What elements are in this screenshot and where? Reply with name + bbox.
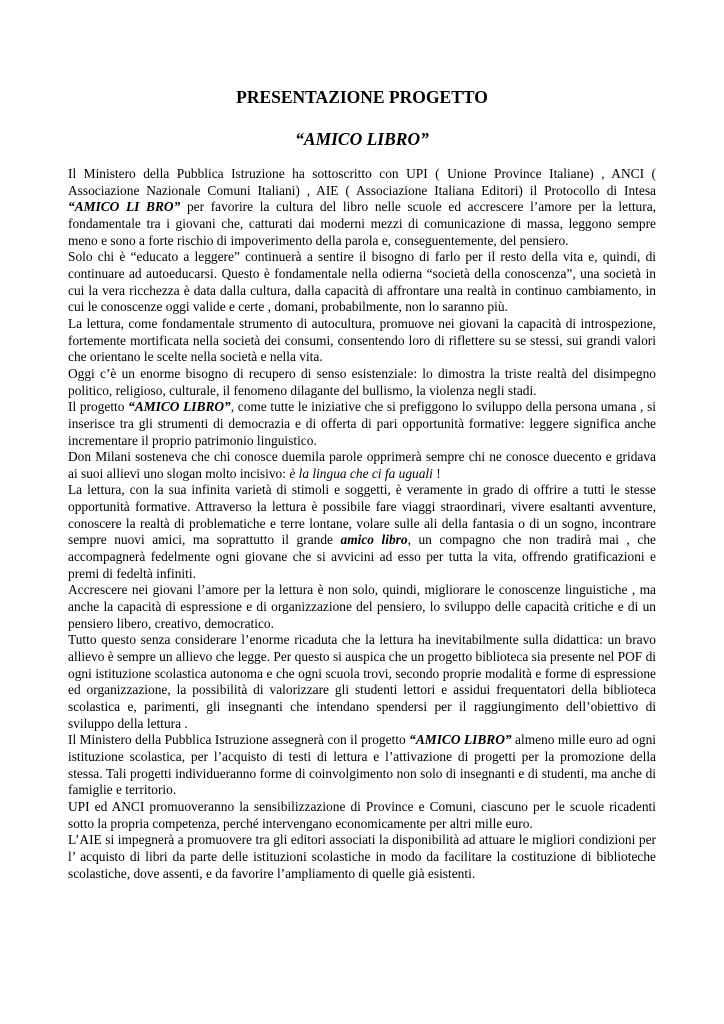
text-run: Il Ministero della Pubblica Istruzione assegnerà con il progetto — [68, 732, 410, 748]
emphasis-text: è la lingua che ci fa uguali — [289, 465, 433, 481]
text-run: L’AIE si impegnerà a promuovere tra gli editori associati la disponibilità ad attuare le migliori condizioni per l’ acquisto di libri da parte delle istituzioni scolastiche in modo da facilitare la costituzione di biblioteche scolastiche, dove assenti, e da favorire l’ampliamento di quelle già esistenti. — [68, 832, 656, 881]
text-run: UPI ed ANCI promuoveranno la sensibilizzazione di Province e Comuni, ciascuno per le scuole ricadenti sotto la propria competenza, perché intervengano economicamente per altri mille euro. — [68, 798, 656, 831]
text-run: ! — [432, 465, 441, 481]
paragraph — [68, 582, 656, 632]
paragraph — [68, 166, 656, 249]
text-run: Il progetto — [68, 399, 129, 415]
paragraph — [68, 632, 656, 732]
text-run: La lettura, come fondamentale strumento di autocultura, promuove nei giovani la capacità di introspezione, fortemente mortificata nella società dei consumi, consentendo loro di riflettere su se stessi, sui grandi valori che orientano le scelte nella società e nella vita. — [68, 315, 656, 365]
document-body — [68, 166, 656, 882]
text-run: La lettura, con la sua infinita varietà di stimoli e soggetti, è veramente in grado di offrire a tutti le stesse opportunità formative. Attraverso la lettura è possibile fare viaggi straordinari, vivere esaltanti avventure, conoscere la realtà di problematiche e terre lontane, volare sulle ali della fantasia o di un sogno, incontrare sempre nuovi amici, ma soprattutto il grande — [68, 482, 656, 548]
paragraph — [68, 482, 656, 582]
emphasis-text: amico libro — [340, 532, 408, 548]
paragraph — [68, 799, 656, 832]
text-run: Solo chi è “educato a leggere” continuerà a sentire il bisogno di farlo per il resto della vita e, quindi, di continuare ad autoeducarsi. Questo è fondamentale nella odierna “società della conoscenza”, una società in cui la vera ricchezza è data dalla cultura, dalla capacità di affrontare una realtà in continuo cambiamento, in cui le conoscenze oggi valide e certe , domani, probabilmente, non lo saranno più. — [68, 249, 656, 315]
document-title: PRESENTAZIONE PROGETTO — [236, 87, 488, 107]
paragraph — [68, 249, 656, 316]
text-run: Il Ministero della Pubblica Istruzione ha sottoscritto con UPI ( Unione Province Italiane) , ANCI ( Associazione Nazionale Comuni Italiani) , AIE ( Associazione Italiana Editori) il Protocollo di Intesa — [68, 166, 656, 198]
document-subtitle: “AMICO LIBRO” — [295, 129, 429, 149]
text-run: , un compagno che non tradirà mai , che accompagnerà fedelmente ogni giovane che si avvicini ad esso per tutta la vita, offrendo gratificazioni e premi di fedeltà infiniti. — [68, 532, 656, 581]
text-run: , come tutte le iniziative che si prefiggono lo sviluppo della persona umana , si inserisce tra gli strumenti di democrazia e di offerta di pari opportunità formative: leggere significa anche incrementare il proprio patrimonio linguistico. — [68, 399, 656, 448]
paragraph — [68, 732, 656, 799]
paragraph — [68, 399, 656, 449]
emphasis-text: “AMICO LI BRO” — [68, 199, 181, 215]
text-run: Tutto questo senza considerare l’enorme ricaduta che la lettura ha inevitabilmente sulla didattica: un bravo allievo è sempre un allievo che legge. Per questo si auspica che un progetto biblioteca sia presente nel POF di ogni istituzione scolastica autonoma e che ogni scuola trovi, secondo proprie modalità e forme di espressione ed organizzazione, la possibilità di valorizzare gli studenti lettori e assidui frequentatori della biblioteca scolastica e, parimenti, gli insegnanti che intendano spendersi per il raggiungimento dell’obiettivo di sviluppo della lettura . — [68, 632, 656, 731]
paragraph — [68, 832, 656, 882]
paragraph — [68, 366, 656, 399]
paragraph — [68, 449, 656, 482]
paragraph — [68, 316, 656, 366]
text-run: Oggi c’è un enorme bisogno di recupero di senso esistenziale: lo dimostra la triste realtà del disimpegno politico, religioso, culturale, il fenomeno dilagante del bullismo, la violenza negli stadi. — [68, 365, 656, 398]
text-run: Accrescere nei giovani l’amore per la lettura è non solo, quindi, migliorare le conoscenze linguistiche , ma anche la capacità di espressione e di organizzazione del pensiero, lo sviluppo delle capacità critiche e di un pensiero libero, creativo, democratico. — [68, 582, 656, 631]
text-run: per favorire la cultura del libro nelle scuole ed accrescere l’amore per la lettura, fondamentale tra i giovani che, catturati dai moderni mezzi di comunicazione di massa, leggono sempre meno e sono a forte rischio di impoverimento della parola e, conseguentemente, del pensiero. — [68, 199, 656, 248]
emphasis-text: “AMICO LIBRO” — [409, 732, 512, 748]
emphasis-text: “AMICO LIBRO” — [128, 399, 231, 415]
text-run: almeno mille euro ad ogni istituzione scolastica, per l’acquisto di testi di lettura e l’attivazione di progetti per la promozione della stessa. Tali progetti individueranno forme di coinvolgimento non solo di insegnanti e di studenti, ma anche di famiglie e territorio. — [68, 732, 656, 798]
text-run: Don Milani sosteneva che chi conosce duemila parole opprimerà sempre chi ne conosce duecento e gridava ai suoi allievi uno slogan molto incisivo: — [68, 449, 656, 481]
